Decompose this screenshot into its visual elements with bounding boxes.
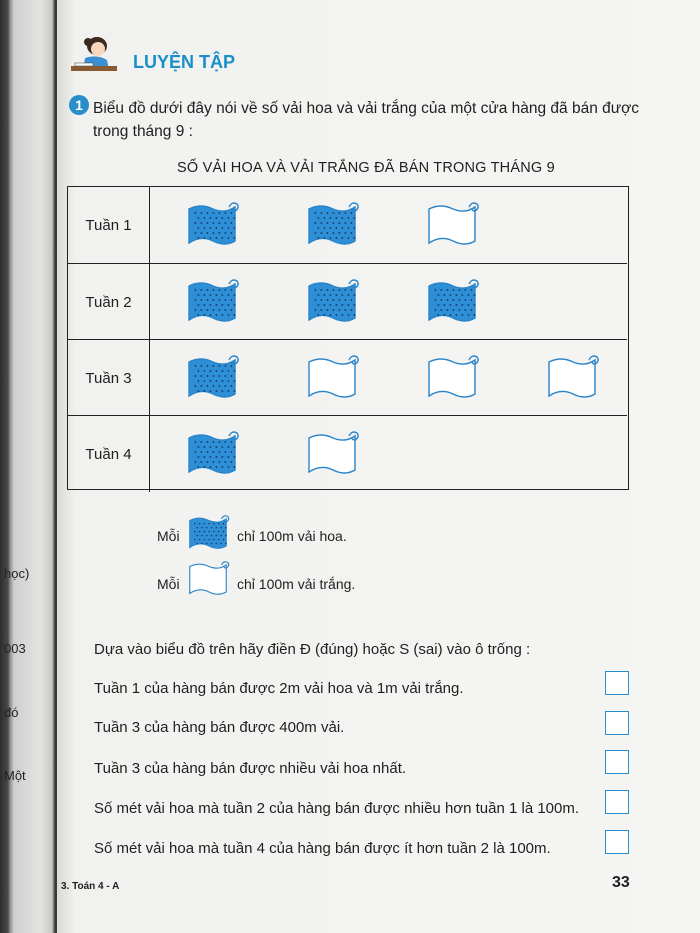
student-mascot-icon xyxy=(67,34,119,76)
white-cloth-icon xyxy=(543,352,601,406)
exercise-intro: Biểu đồ dưới đây nói về số vải hoa và vải trắng của một cửa hàng đã bán được trong tháng 9 : xyxy=(93,100,640,140)
white-cloth-icon xyxy=(423,352,481,406)
legend-prefix: Mỗi xyxy=(157,576,180,592)
flower-cloth-icon xyxy=(183,276,241,330)
statement: Số mét vải hoa mà tuần 2 của hàng bán được nhiều hơn tuần 1 là 100m. xyxy=(94,800,580,817)
answer-box[interactable] xyxy=(605,830,629,854)
statement: Số mét vải hoa mà tuần 4 của hàng bán được ít hơn tuần 2 là 100m. xyxy=(94,840,551,857)
statement: Tuần 1 của hàng bán được 2m vải hoa và 1m vải trắng. xyxy=(94,680,464,697)
page-number: 33 xyxy=(612,874,630,891)
statement: Tuần 3 của hàng bán được 400m vải. xyxy=(94,719,345,736)
white-cloth-icon xyxy=(423,199,481,253)
flower-cloth-icon xyxy=(303,276,361,330)
margin-fragment: Một xyxy=(4,768,26,783)
section-title: LUYỆN TẬP xyxy=(133,52,236,72)
workbook-page xyxy=(57,0,700,933)
legend-text: chỉ 100m vải trắng. xyxy=(237,576,356,592)
flower-cloth-icon xyxy=(183,352,241,406)
answer-box[interactable] xyxy=(605,671,629,695)
row-label: Tuần 2 xyxy=(68,264,150,340)
white-cloth-icon xyxy=(185,558,231,602)
answer-box[interactable] xyxy=(605,790,629,814)
margin-fragment: học) xyxy=(4,566,30,581)
legend-text: chỉ 100m vải hoa. xyxy=(237,528,347,544)
chart-title: SỐ VẢI HOA VÀ VẢI TRẮNG ĐÃ BÁN TRONG THÁNG 9 xyxy=(177,160,555,176)
statement: Tuần 3 của hàng bán được nhiều vải hoa nhất. xyxy=(94,760,407,777)
answer-box[interactable] xyxy=(605,711,629,735)
chart-row xyxy=(68,187,627,263)
row-label: Tuần 4 xyxy=(68,416,150,492)
chart-row xyxy=(68,263,627,340)
book-label: 3. Toán 4 - A xyxy=(61,881,120,892)
white-cloth-icon xyxy=(303,428,361,482)
facing-page-edge xyxy=(0,0,55,933)
chart-row xyxy=(68,415,627,492)
legend-prefix: Mỗi xyxy=(157,528,180,544)
question-instruction: Dựa vào biểu đồ trên hãy điền Đ (đúng) hoặc S (sai) vào ô trống : xyxy=(94,641,531,658)
margin-fragment: đó xyxy=(4,705,19,720)
chart-row xyxy=(68,339,627,416)
flower-cloth-icon xyxy=(183,199,241,253)
legend-item-hoa xyxy=(157,516,457,556)
pictograph-table xyxy=(67,186,629,490)
flower-cloth-icon xyxy=(423,276,481,330)
flower-cloth-icon xyxy=(183,428,241,482)
flower-cloth-icon xyxy=(185,512,231,556)
margin-fragment: 003 xyxy=(4,641,26,656)
exercise-number: 1 xyxy=(69,95,89,115)
row-label: Tuần 3 xyxy=(68,340,150,416)
row-label: Tuần 1 xyxy=(68,187,150,263)
white-cloth-icon xyxy=(303,352,361,406)
legend-item-trang xyxy=(157,562,457,602)
flower-cloth-icon xyxy=(303,199,361,253)
answer-box[interactable] xyxy=(605,750,629,774)
